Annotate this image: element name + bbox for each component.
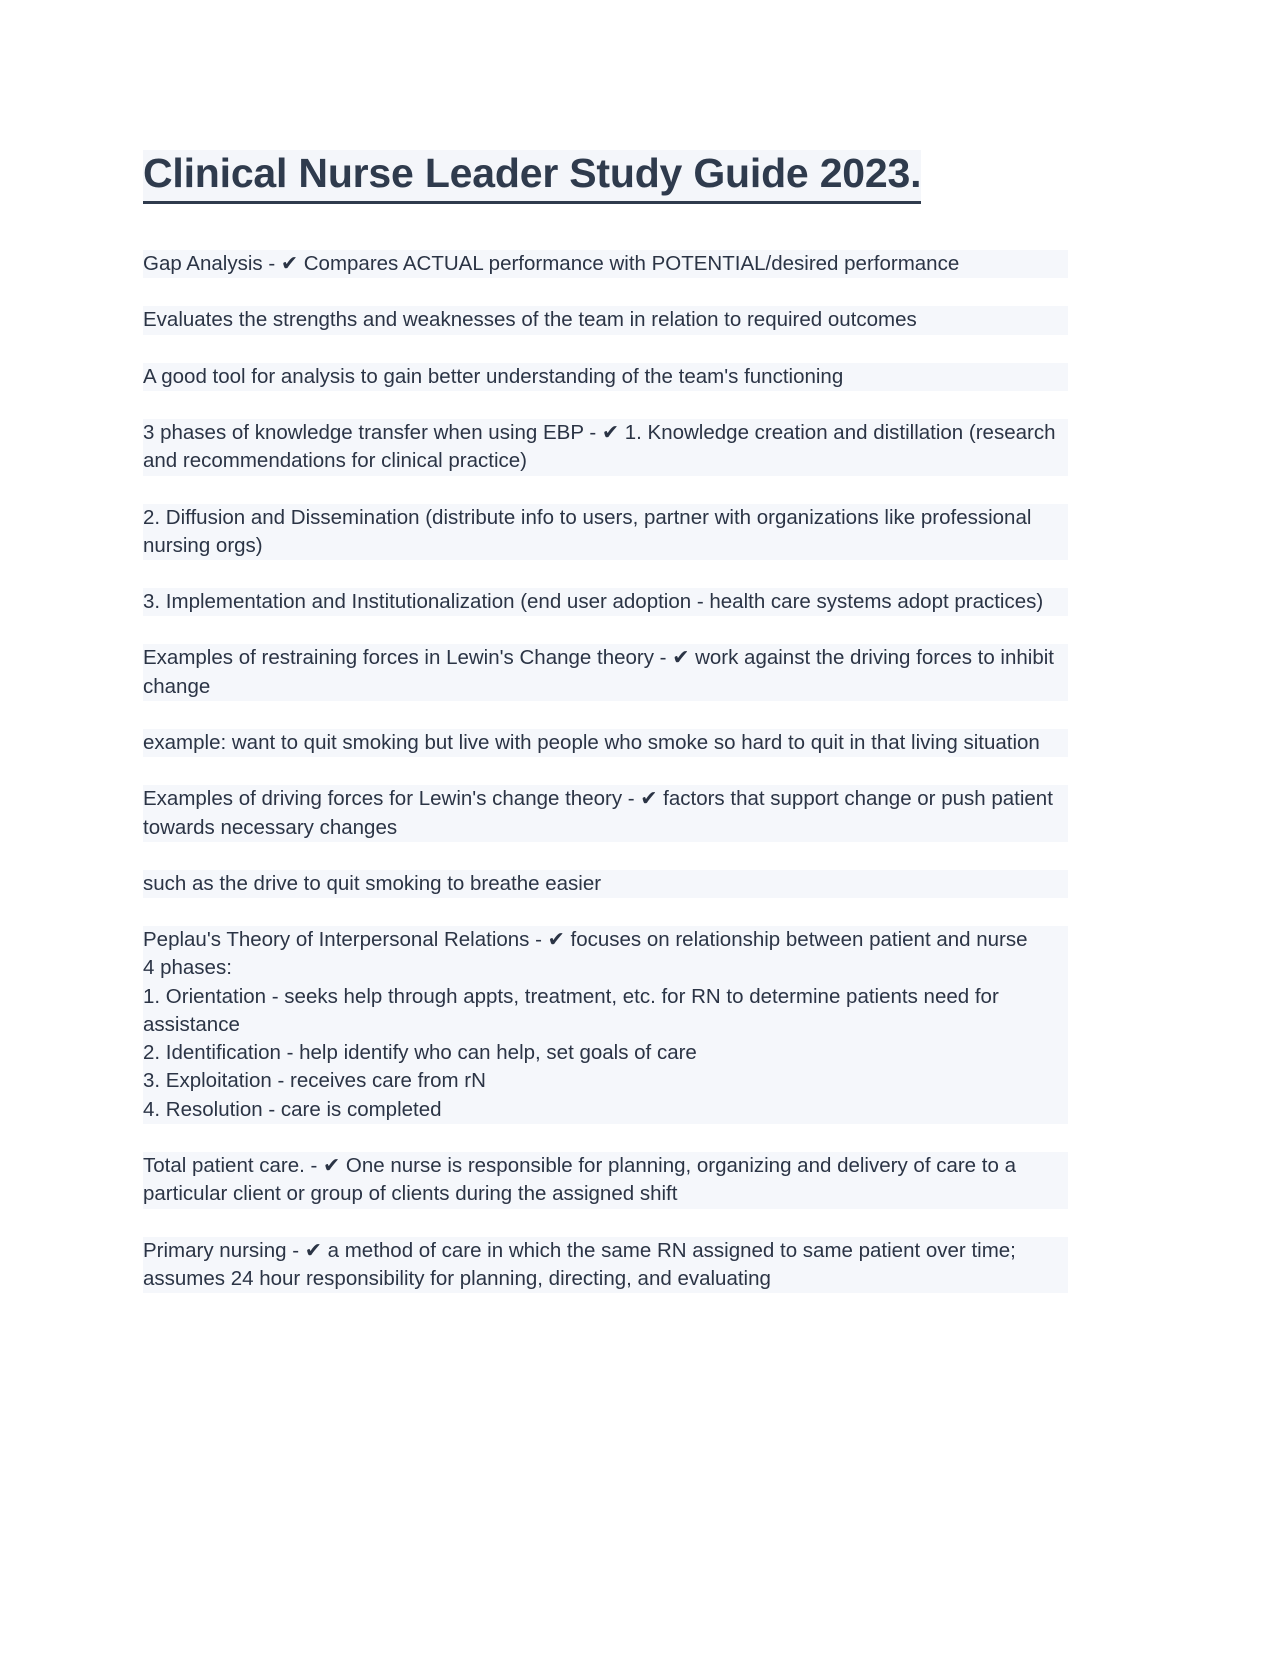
paragraph-peplau-phase-2: 2. Identification - help identify who can help, set goals of care: [143, 1039, 1068, 1067]
paragraph-restraining-example: example: want to quit smoking but live with people who smoke so hard to quit in that living situation: [143, 729, 1068, 757]
paragraph-total-patient-care-cont: particular client or group of clients during the assigned shift: [143, 1180, 1068, 1208]
paragraph-ebp-phase-2: 2. Diffusion and Dissemination (distribute info to users, partner with organizations like professional nursing orgs): [143, 504, 1068, 561]
paragraph-peplau-phases-label: 4 phases:: [143, 954, 1068, 982]
paragraph-ebp-phase-1: 3 phases of knowledge transfer when using EBP - ✔ 1. Knowledge creation and distillation (research and recommendations for clinical practice): [143, 419, 1068, 476]
paragraph-driving-example: such as the drive to quit smoking to breathe easier: [143, 870, 1068, 898]
paragraph-driving-forces: Examples of driving forces for Lewin's change theory - ✔ factors that support change or push patient towards necessary changes: [143, 785, 1068, 842]
document-body: [143, 250, 1130, 1293]
page-title: Clinical Nurse Leader Study Guide 2023.: [143, 150, 921, 204]
paragraph-peplau-phase-4: 4. Resolution - care is completed: [143, 1096, 1068, 1124]
paragraph-ebp-phase-3: 3. Implementation and Institutionalization (end user adoption - health care systems adopt practices): [143, 588, 1068, 616]
paragraph-peplau-phase-3: 3. Exploitation - receives care from rN: [143, 1067, 1068, 1095]
paragraph-gap-analysis: Gap Analysis - ✔ Compares ACTUAL performance with POTENTIAL/desired performance: [143, 250, 1068, 278]
paragraph-restraining-forces: Examples of restraining forces in Lewin's Change theory - ✔ work against the driving forces to inhibit change: [143, 644, 1068, 701]
paragraph-good-tool: A good tool for analysis to gain better understanding of the team's functioning: [143, 363, 1068, 391]
paragraph-peplau-phase-1: 1. Orientation - seeks help through appts, treatment, etc. for RN to determine patients need for assistance: [143, 983, 1068, 1040]
paragraph-peplau-theory: Peplau's Theory of Interpersonal Relations - ✔ focuses on relationship between patient and nurse: [143, 926, 1068, 954]
paragraph-evaluates-strengths: Evaluates the strengths and weaknesses of the team in relation to required outcomes: [143, 306, 1068, 334]
paragraph-primary-nursing: Primary nursing - ✔ a method of care in which the same RN assigned to same patient over time; assumes 24 hour responsibility for planning, directing, and evaluating: [143, 1237, 1068, 1294]
paragraph-total-patient-care: Total patient care. - ✔ One nurse is responsible for planning, organizing and delivery of care to a: [143, 1152, 1068, 1180]
